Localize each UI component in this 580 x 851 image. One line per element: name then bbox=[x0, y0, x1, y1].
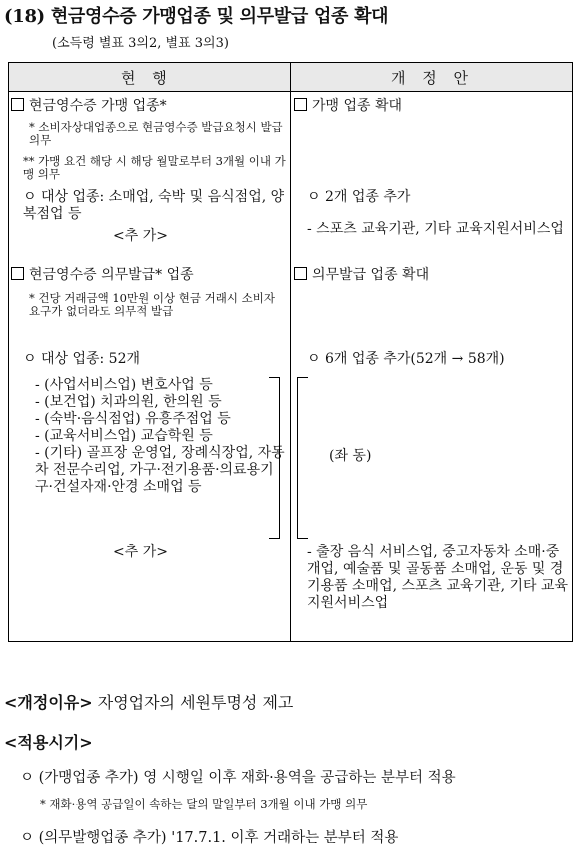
current-s1-target: ㅇ 대상 업종: 소매업, 숙박 및 음식점업, 양복점업 등 bbox=[23, 189, 285, 222]
current-s2-item-list bbox=[35, 377, 287, 496]
proposed-s1-heading-text: 가맹 업종 확대 bbox=[312, 98, 403, 114]
proposed-s2-detail: - 출장 음식 서비스업, 중고자동차 소매·중개업, 예술품 및 골동품 소매업, 운동 및 경기용품 소매업, 스포츠 교육기관, 기타 교육지원서비스업 bbox=[307, 544, 569, 611]
reason-line bbox=[4, 690, 293, 713]
reason-label: <개정이유> bbox=[4, 693, 93, 712]
current-s1-note2: ** 가맹 요건 해당 시 해당 월말로부터 3개월 이내 가맹 의무 bbox=[23, 154, 286, 181]
checkbox-icon bbox=[11, 267, 24, 280]
column-divider bbox=[290, 63, 291, 641]
current-s2-heading-text: 현금영수증 의무발급* 업종 bbox=[29, 267, 194, 283]
current-s2-added: <추 가> bbox=[113, 544, 168, 560]
current-s1-heading bbox=[11, 98, 287, 115]
list-item: - (기타) 골프장 운영업, 장례식장업, 자동차 전문수리업, 가구·전기용품·의료용기구·건설자재·안경 소매업 등 bbox=[35, 445, 285, 495]
reason-text: 자영업자의 세원투명성 제고 bbox=[97, 693, 294, 712]
apply-item-1: ㅇ (가맹업종 추가) 영 시행일 이후 재화·용역을 공급하는 분부터 적용 bbox=[20, 770, 456, 786]
current-s1-heading-text: 현금영수증 가맹 업종* bbox=[29, 98, 167, 114]
proposed-s2-heading bbox=[294, 267, 570, 284]
bracket-right bbox=[269, 377, 280, 539]
checkbox-icon bbox=[11, 98, 24, 111]
current-s2-target: ㅇ 대상 업종: 52개 bbox=[23, 351, 141, 367]
page-subtitle: (소득령 별표 3의2, 별표 3의3) bbox=[52, 36, 229, 51]
proposed-s2-target: ㅇ 6개 업종 추가(52개 → 58개) bbox=[307, 351, 505, 367]
list-item: - (사업서비스업) 변호사업 등 bbox=[35, 377, 213, 393]
proposed-s1-heading bbox=[294, 98, 570, 115]
list-item: - (교육서비스업) 교습학원 등 bbox=[35, 428, 213, 444]
apply-item-2: ㅇ (의무발행업종 추가) '17.7.1. 이후 거래하는 분부터 적용 bbox=[20, 830, 399, 846]
current-s1-added: <추 가> bbox=[113, 228, 168, 244]
comparison-table bbox=[8, 62, 573, 642]
header-proposed: 개 정 안 bbox=[391, 69, 475, 87]
list-item: - (보건업) 치과의원, 한의원 등 bbox=[35, 394, 222, 410]
bracket-left bbox=[297, 377, 308, 539]
proposed-s2-same: (좌 동) bbox=[329, 448, 372, 464]
list-item: - (숙박·음식점업) 유흥주점업 등 bbox=[35, 411, 231, 427]
proposed-s1-detail: - 스포츠 교육기관, 기타 교육지원서비스업 bbox=[307, 221, 564, 237]
current-s2-heading bbox=[11, 267, 287, 284]
checkbox-icon bbox=[294, 98, 307, 111]
page-title: (18) 현금영수증 가맹업종 및 의무발급 업종 확대 bbox=[4, 6, 389, 27]
current-s2-note: * 건당 거래금액 10만원 이상 현금 거래시 소비자 요구가 없더라도 의무적 발급 bbox=[29, 291, 275, 318]
current-s1-note1: * 소비자상대업종으로 현금영수증 발급요청시 발급 의무 bbox=[29, 120, 283, 147]
apply-item-1-note: * 재화·용역 공급일이 속하는 달의 말일부터 3개월 이내 가맹 의무 bbox=[40, 797, 368, 811]
apply-label: <적용시기> bbox=[4, 733, 93, 752]
checkbox-icon bbox=[294, 267, 307, 280]
proposed-s1-target: ㅇ 2개 업종 추가 bbox=[307, 189, 411, 205]
header-current: 현 행 bbox=[121, 69, 173, 87]
proposed-s2-heading-text: 의무발급 업종 확대 bbox=[312, 267, 430, 283]
